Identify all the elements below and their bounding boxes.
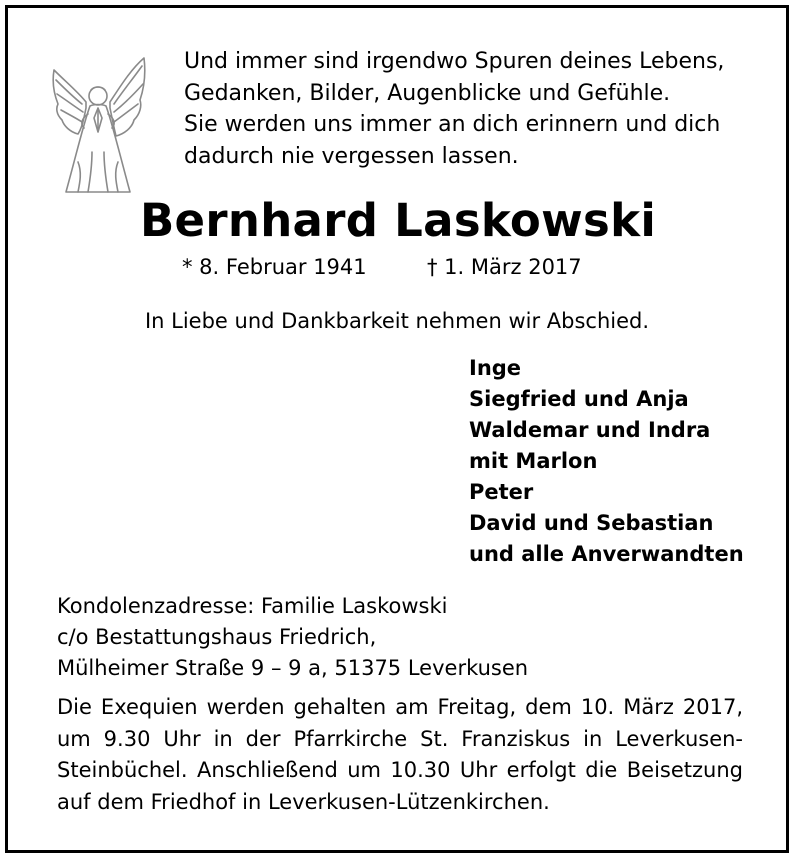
angel-icon <box>48 52 148 202</box>
funeral-service-info <box>57 692 743 818</box>
birth-date: * 8. Februar 1941 <box>182 255 367 279</box>
farewell-text: In Liebe und Dankbarkeit nehmen wir Abschied. <box>144 309 650 333</box>
mourners-list <box>469 353 744 570</box>
mourner-name: und alle Anverwandten <box>469 542 744 566</box>
mourner-name: Waldemar und Indra <box>469 418 711 442</box>
condolence-address <box>57 591 528 684</box>
mourner-name: Peter <box>469 480 534 504</box>
poem <box>184 46 724 172</box>
death-date: † 1. März 2017 <box>427 255 582 279</box>
address-line: c/o Bestattungshaus Friedrich, <box>57 625 377 649</box>
poem-line: dadurch nie vergessen lassen. <box>184 143 519 169</box>
poem-line: Gedanken, Bilder, Augenblicke und Gefühle. <box>184 80 671 106</box>
service-line: Steinbüchel. Anschließend um 10.30 Uhr erfolgt die Beisetzung <box>57 758 743 782</box>
mourner-name: Inge <box>469 356 522 380</box>
poem-line: Und immer sind irgendwo Spuren deines Lebens, <box>184 49 725 74</box>
poem-line: Sie werden uns immer an dich erinnern und dich <box>184 112 721 137</box>
mourner-name: David und Sebastian <box>469 511 714 535</box>
service-line: Die Exequien werden gehalten am Freitag, dem 10. März 2017, <box>57 695 743 719</box>
mourner-name: mit Marlon <box>469 449 598 473</box>
farewell-container <box>0 309 800 333</box>
address-line: Mülheimer Straße 9 – 9 a, 51375 Leverkusen <box>57 656 529 680</box>
deceased-name-container <box>0 194 800 247</box>
address-line: Kondolenzadresse: Familie Laskowski <box>57 594 448 618</box>
mourner-name: Siegfried und Anja <box>469 387 689 411</box>
deceased-name: Bernhard Laskowski <box>139 194 657 247</box>
service-line: um 9.30 Uhr in der Pfarrkirche St. Franziskus in Leverkusen- <box>57 726 743 751</box>
service-line: auf dem Friedhof in Leverkusen-Lützenkirchen. <box>57 789 550 814</box>
